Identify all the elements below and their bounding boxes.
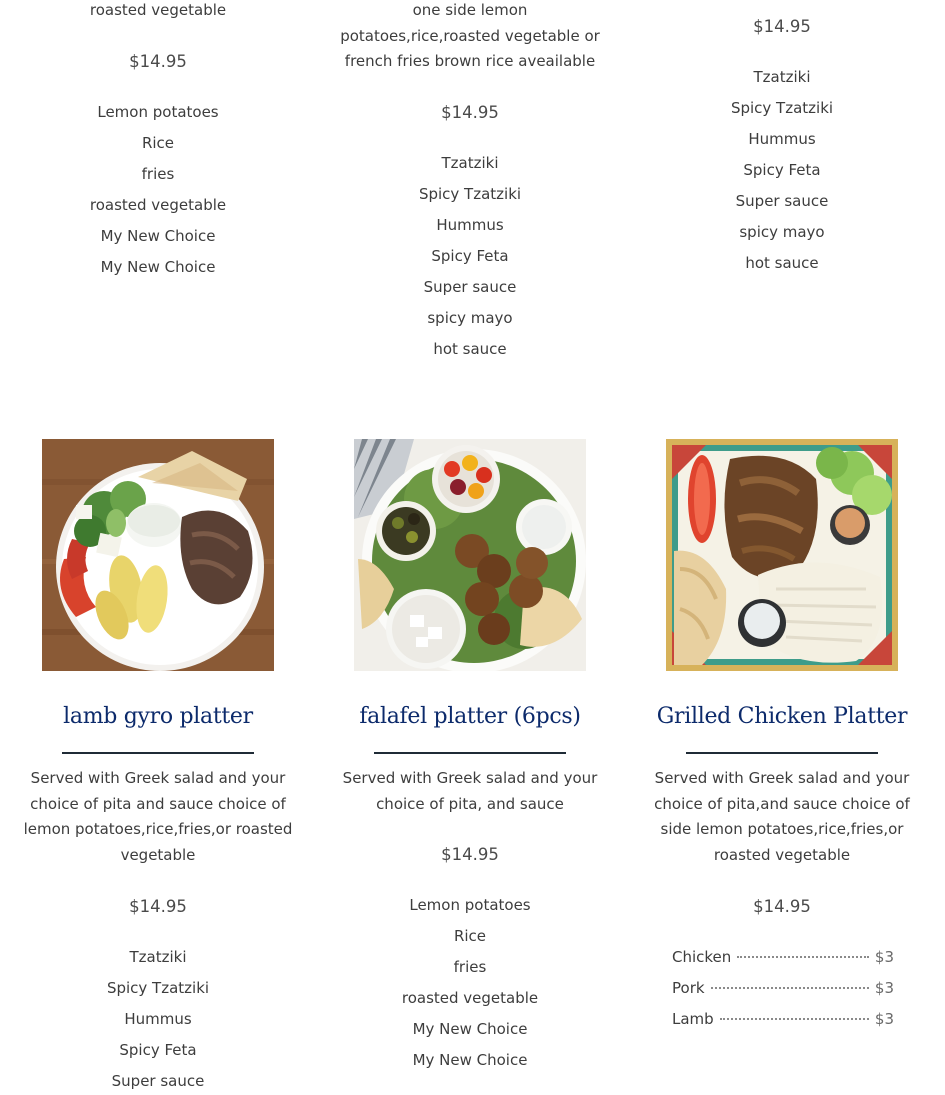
top-description-line: french fries brown rice aveailable bbox=[344, 52, 596, 70]
side-option: My New Choice bbox=[412, 1051, 528, 1069]
title-divider bbox=[686, 752, 878, 754]
sauce-option: Tzatziki bbox=[129, 948, 187, 966]
top-option: Super sauce bbox=[735, 192, 829, 210]
lamb-gyro-plate-illustration bbox=[42, 439, 274, 671]
title-divider bbox=[62, 752, 254, 754]
top-price: $14.95 bbox=[129, 52, 187, 71]
item-price: $14.95 bbox=[753, 897, 811, 916]
top-option: Super sauce bbox=[423, 278, 517, 296]
top-option: hot sauce bbox=[745, 254, 819, 272]
item-description: Served with Greek salad and your choice of pita, and sauce bbox=[342, 769, 598, 813]
sauce-option: Spicy Feta bbox=[119, 1041, 197, 1059]
top-option: Lemon potatoes bbox=[97, 103, 219, 121]
top-option: hot sauce bbox=[433, 340, 507, 358]
top-description-tail: roasted vegetable bbox=[89, 1, 227, 19]
side-option: roasted vegetable bbox=[401, 989, 539, 1007]
extra-name: Pork bbox=[672, 979, 705, 997]
top-option: Rice bbox=[141, 134, 175, 152]
top-option: spicy mayo bbox=[427, 309, 513, 327]
extra-name: Chicken bbox=[672, 948, 732, 966]
extra-price: $3 bbox=[874, 948, 894, 966]
top-option: Spicy Feta bbox=[743, 161, 821, 179]
top-description-line: one side lemon bbox=[412, 1, 528, 19]
item-title: lamb gyro platter bbox=[63, 704, 253, 729]
top-description-line: potatoes,rice,roasted vegetable or bbox=[340, 26, 600, 45]
item-title: falafel platter (6pcs) bbox=[359, 704, 581, 729]
item-price: $14.95 bbox=[129, 897, 187, 916]
title-divider bbox=[374, 752, 566, 754]
side-option: Lemon potatoes bbox=[409, 896, 531, 914]
item-title: Grilled Chicken Platter bbox=[656, 704, 908, 729]
falafel-platter-image[interactable] bbox=[354, 439, 586, 671]
sauce-option: Super sauce bbox=[111, 1072, 205, 1090]
extra-price: $3 bbox=[874, 1010, 894, 1028]
sauce-option: Spicy Tzatziki bbox=[106, 979, 210, 997]
top-option: My New Choice bbox=[100, 227, 216, 245]
item-description: Served with Greek salad and your choice of pita,and sauce choice of side lemon potatoes,rice,fries,or roasted vegetable bbox=[654, 769, 910, 864]
extra-option-lamb[interactable] bbox=[672, 1007, 894, 1032]
leader-dots bbox=[720, 1018, 869, 1020]
sauce-option: Hummus bbox=[124, 1010, 192, 1028]
top-option: spicy mayo bbox=[739, 223, 825, 241]
item-description: Served with Greek salad and your choice of pita and sauce choice of lemon potatoes,rice,fries,or roasted vegetable bbox=[23, 769, 293, 864]
top-option: Spicy Feta bbox=[431, 247, 509, 265]
top-option: roasted vegetable bbox=[89, 196, 227, 214]
top-price: $14.95 bbox=[441, 103, 499, 122]
top-option: Tzatziki bbox=[441, 154, 499, 172]
chicken-plate-illustration bbox=[666, 439, 898, 671]
top-price: $14.95 bbox=[753, 17, 811, 36]
top-option: Tzatziki bbox=[753, 68, 811, 86]
falafel-plate-illustration bbox=[354, 439, 586, 671]
top-option: My New Choice bbox=[100, 258, 216, 276]
extra-option-pork[interactable] bbox=[672, 976, 894, 1001]
extra-option-chicken[interactable] bbox=[672, 945, 894, 970]
item-price: $14.95 bbox=[441, 845, 499, 864]
top-option: Hummus bbox=[436, 216, 504, 234]
side-option: My New Choice bbox=[412, 1020, 528, 1038]
extra-name: Lamb bbox=[672, 1010, 714, 1028]
lamb-gyro-platter-image[interactable] bbox=[42, 439, 274, 671]
leader-dots bbox=[737, 956, 869, 958]
side-option: Rice bbox=[453, 927, 487, 945]
grilled-chicken-platter-image[interactable] bbox=[666, 439, 898, 671]
top-option: Spicy Tzatziki bbox=[418, 185, 522, 203]
leader-dots bbox=[711, 987, 869, 989]
side-option: fries bbox=[453, 958, 487, 976]
top-option: Hummus bbox=[748, 130, 816, 148]
extra-price: $3 bbox=[874, 979, 894, 997]
top-option: fries bbox=[141, 165, 175, 183]
top-option: Spicy Tzatziki bbox=[730, 99, 834, 117]
